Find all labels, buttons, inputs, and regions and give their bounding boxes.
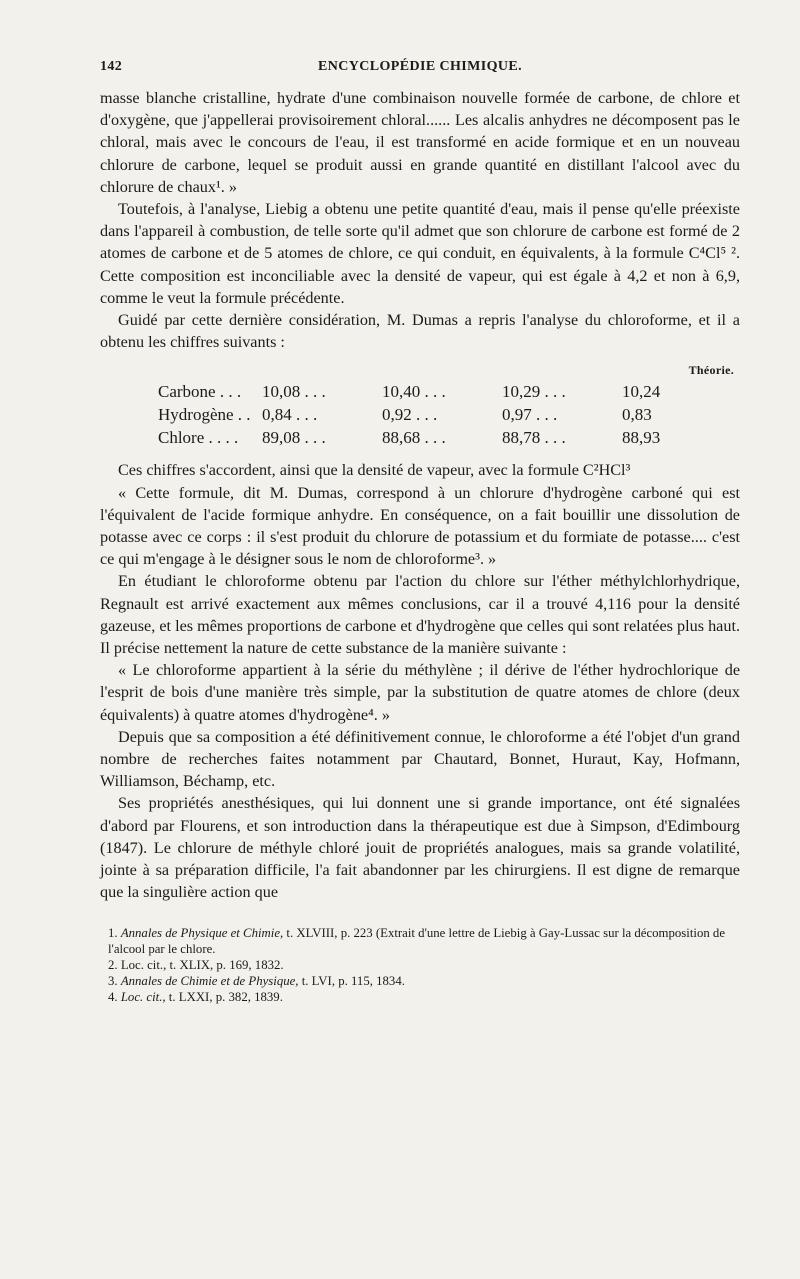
footnote-number: 2. xyxy=(108,957,118,972)
value-cell: 0,92 . . . xyxy=(382,405,438,425)
element-name: Chlore . . . . xyxy=(158,428,239,448)
footnote-text: t. XLVIII, p. 223 (Extrait d'une lettre de Liebig à Gay-Lussac sur la décomposition de l'alcool par le chlore. xyxy=(108,925,726,956)
page-header xyxy=(100,55,740,79)
paragraph: Ses propriétés anesthésiques, qui lui donnent une si grande importance, ont été signalées d'abord par Flourens, et son introduction dans la thérapeutique est due à Simpson, d'Edimbourg (1847). Le chlorure de méthyle chloré jouit de propriétés analogues, mais sa grande volatilité, jointe à sa préparation difficile, l'a fait abandonner par les chirurgiens. Il est digne de remarque que la singulière action que xyxy=(100,794,740,902)
document-page xyxy=(100,55,740,1005)
element-name: Hydrogène . . xyxy=(158,405,251,425)
footnote xyxy=(100,925,740,957)
paragraph: En étudiant le chloroforme obtenu par l'action du chlore sur l'éther méthylchlorhydrique, Regnault est arrivé exactement aux mêmes conclusions, car il a trouvé 4,116 pour la densité gazeuse, et les mêmes proportions de carbone et d'hydrogène que celles qui sont relatées plus haut. Il précise nettement la nature de cette substance de la manière suivante : xyxy=(100,572,740,658)
paragraph: « Cette formule, dit M. Dumas, correspond à un chlorure d'hydrogène carboné qui est l'équivalent de l'acide formique anhydre. En conséquence, on a fait bouillir une dissolution de potasse avec ce corps : il s'est produit du chlorure de potassium et du formiate de potasse.... c'est ce qui m'engage à le désigner sous le nom de chloroforme³. » xyxy=(100,483,740,569)
table-row xyxy=(158,426,682,449)
value-cell: 0,97 . . . xyxy=(502,405,558,425)
paragraph: Guidé par cette dernière considération, M. Dumas a repris l'analyse du chloroforme, et il a obtenu les chiffres suivants : xyxy=(100,311,740,352)
footnote-source: Annales de Chimie et de Physique, xyxy=(120,973,299,988)
body-text xyxy=(100,87,740,904)
theory-column-label: Théorie. xyxy=(688,363,734,378)
footnote xyxy=(100,973,740,989)
footnote-number: 3. xyxy=(108,973,118,988)
table-row xyxy=(158,380,682,403)
footnote-text: Loc. cit., t. XLIX, p. 169, 1832. xyxy=(120,957,284,972)
footnote-source: Loc. cit., xyxy=(120,989,166,1004)
running-title: ENCYCLOPÉDIE CHIMIQUE. xyxy=(317,59,523,74)
value-cell: 10,29 . . . xyxy=(502,382,566,402)
footnotes xyxy=(100,925,740,1005)
footnote-text: t. LVI, p. 115, 1834. xyxy=(298,973,405,988)
footnote xyxy=(100,957,740,973)
value-cell: 0,84 . . . xyxy=(262,405,318,425)
theory-cell: 88,93 xyxy=(622,428,661,448)
paragraph: Toutefois, à l'analyse, Liebig a obtenu une petite quantité d'eau, mais il pense qu'elle préexiste dans l'appareil à combustion, de telle sorte qu'il admet que son chlorure de carbone est formé de 2 atomes de carbone et de 5 atomes de chlore, ce qui conduit, en équivalents, à la formule C⁴Cl⁵ ². Cette composition est inconciliable avec la densité de vapeur, qui est égale à 4,2 et non à 6,9, comme le veut la formule précédente. xyxy=(100,200,740,307)
theory-cell: 10,24 xyxy=(622,382,661,402)
page-number: 142 xyxy=(100,59,123,74)
value-cell: 88,68 . . . xyxy=(382,428,446,448)
analysis-table xyxy=(158,380,682,449)
table-row xyxy=(158,403,682,426)
value-cell: 10,40 . . . xyxy=(382,382,446,402)
paragraph: « Le chloroforme appartient à la série du méthylène ; il dérive de l'éther hydrochlorique de l'esprit de bois d'une manière très simple, par la substitution de quatre atomes de chlore (deux équivalents) à quatre atomes d'hydrogène⁴. » xyxy=(100,661,740,724)
paragraph: Depuis que sa composition a été définitivement connue, le chloroforme a été l'objet d'un grand nombre de recherches faites notamment par Chautard, Bonnet, Huraut, Kay, Hofmann, Williamson, Béchamp, etc. xyxy=(100,727,740,791)
value-cell: 89,08 . . . xyxy=(262,428,326,448)
footnote-text: t. LXXI, p. 382, 1839. xyxy=(165,989,283,1004)
footnote-number: 4. xyxy=(108,989,118,1004)
paragraph: Ces chiffres s'accordent, ainsi que la densité de vapeur, avec la formule C²HCl³ xyxy=(118,461,631,480)
paragraph: masse blanche cristalline, hydrate d'une combinaison nouvelle formée de carbone, de chlore et d'oxygène, que j'appellerai provisoirement chloral...... Les alcalis anhydres ne décomposent pas le chloral, mais avec le concours de l'eau, il est transformé en acide formique et en un nouveau chlorure de carbone, lequel se produit aussi en grande quantité en distillant l'alcool avec du chlorure de chaux¹. » xyxy=(100,89,740,196)
footnote xyxy=(100,989,740,1005)
theory-cell: 0,83 xyxy=(622,405,652,425)
footnote-source: Annales de Physique et Chimie, xyxy=(120,925,284,940)
footnote-number: 1. xyxy=(108,925,118,940)
element-name: Carbone . . . xyxy=(158,382,242,402)
value-cell: 88,78 . . . xyxy=(502,428,566,448)
value-cell: 10,08 . . . xyxy=(262,382,326,402)
